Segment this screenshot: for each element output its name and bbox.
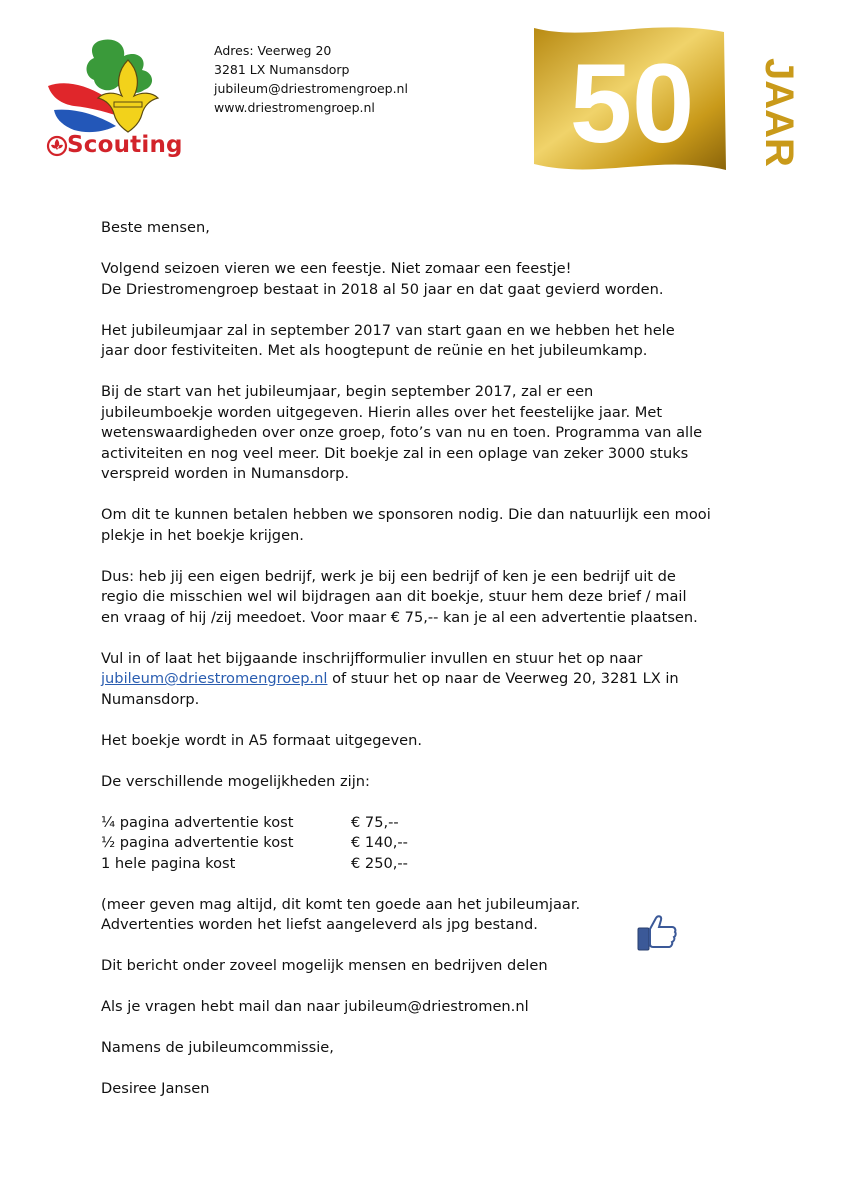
paragraph-sponsors: Om dit te kunnen betalen hebben we sponsoren nodig. Die dan natuurlijk een mooi plekje in het boekje krijgen. xyxy=(101,506,711,544)
address-block xyxy=(214,41,408,117)
price-value: € 140,-- xyxy=(351,834,408,851)
badge-word: JAAR xyxy=(757,58,801,167)
scouting-logo-text: Scouting xyxy=(67,132,183,158)
price-label: ¼ pagina advertentie kost xyxy=(101,813,294,831)
paragraph-call-to-action: Dus: heb jij een eigen bedrijf, werk je bij een bedrijf of ken je een bedrijf uit de regio die misschien wel wil bijdragen aan dit boekje, stuur hem deze brief / mail en vraag of hij /zij meedoet. Voor maar € 75,-- kan je al een advertentie plaatsen. xyxy=(101,567,698,626)
price-value: € 75,-- xyxy=(351,813,399,831)
thumbs-up-icon xyxy=(637,914,677,952)
paragraph-share: Dit bericht onder zoveel mogelijk mensen en bedrijven delen xyxy=(101,957,548,974)
price-label: ½ pagina advertentie kost xyxy=(101,834,294,851)
closing: Namens de jubileumcommissie, xyxy=(101,1039,334,1056)
address-line: Adres: Veerweg 20 xyxy=(214,43,332,58)
fifty-years-badge xyxy=(528,24,801,176)
address-line: 3281 LX Numansdorp xyxy=(214,62,350,77)
paragraph-format: Het boekje wordt in A5 formaat uitgegeven. xyxy=(101,731,422,749)
paragraph-questions: Als je vragen hebt mail dan naar jubileum@driestromen.nl xyxy=(101,998,529,1015)
paragraph-intro: Volgend seizoen vieren we een feestje. Niet zomaar een feestje! De Driestromengroep bestaat in 2018 al 50 jaar en dat gaat gevierd worden. xyxy=(101,260,664,298)
paragraph-booklet: Bij de start van het jubileumjaar, begin september 2017, zal er een jubileumboekje worden uitgegeven. Hierin alles over het feestelijke jaar. Met wetenswaardigheden over onze groep, foto’s van nu en toen. Programma van alle activiteiten en nog veel meer. Dit boekje zal in een oplage van zeker 3000 stuks verspreid worden in Numansdorp. xyxy=(101,383,703,482)
paragraph-jubilee-year: Het jubileumjaar zal in september 2017 van start gaan en we hebben het hele jaar door festiviteiten. Met als hoogtepunt de reünie en het jubileumkamp. xyxy=(101,321,675,359)
paragraph-form: Vul in of laat het bijgaande inschrijfformulier invullen en stuur het op naar jubileum@driestromengroep.nl of stuur het op naar de Veerweg 20, 3281 LX in Numansdorp. xyxy=(101,649,679,708)
badge-number: 50 xyxy=(569,41,695,166)
price-label: 1 hele pagina kost xyxy=(101,854,236,872)
table-row xyxy=(101,813,408,834)
signature: Desiree Jansen xyxy=(101,1080,210,1097)
address-website: www.driestromengroep.nl xyxy=(214,100,375,115)
price-table xyxy=(101,813,408,875)
table-row xyxy=(101,833,408,854)
paragraph-extra: (meer geven mag altijd, dit komt ten goede aan het jubileumjaar. Advertenties worden het liefst aangeleverd als jpg bestand. xyxy=(101,895,581,933)
address-email: jubileum@driestromengroep.nl xyxy=(214,81,408,96)
email-link[interactable]: jubileum@driestromengroep.nl xyxy=(101,670,328,687)
greeting: Beste mensen, xyxy=(101,219,210,236)
price-value: € 250,-- xyxy=(351,854,408,872)
paragraph-options: De verschillende mogelijkheden zijn: xyxy=(101,772,370,790)
letter-body xyxy=(101,218,761,1120)
table-row xyxy=(101,854,408,875)
